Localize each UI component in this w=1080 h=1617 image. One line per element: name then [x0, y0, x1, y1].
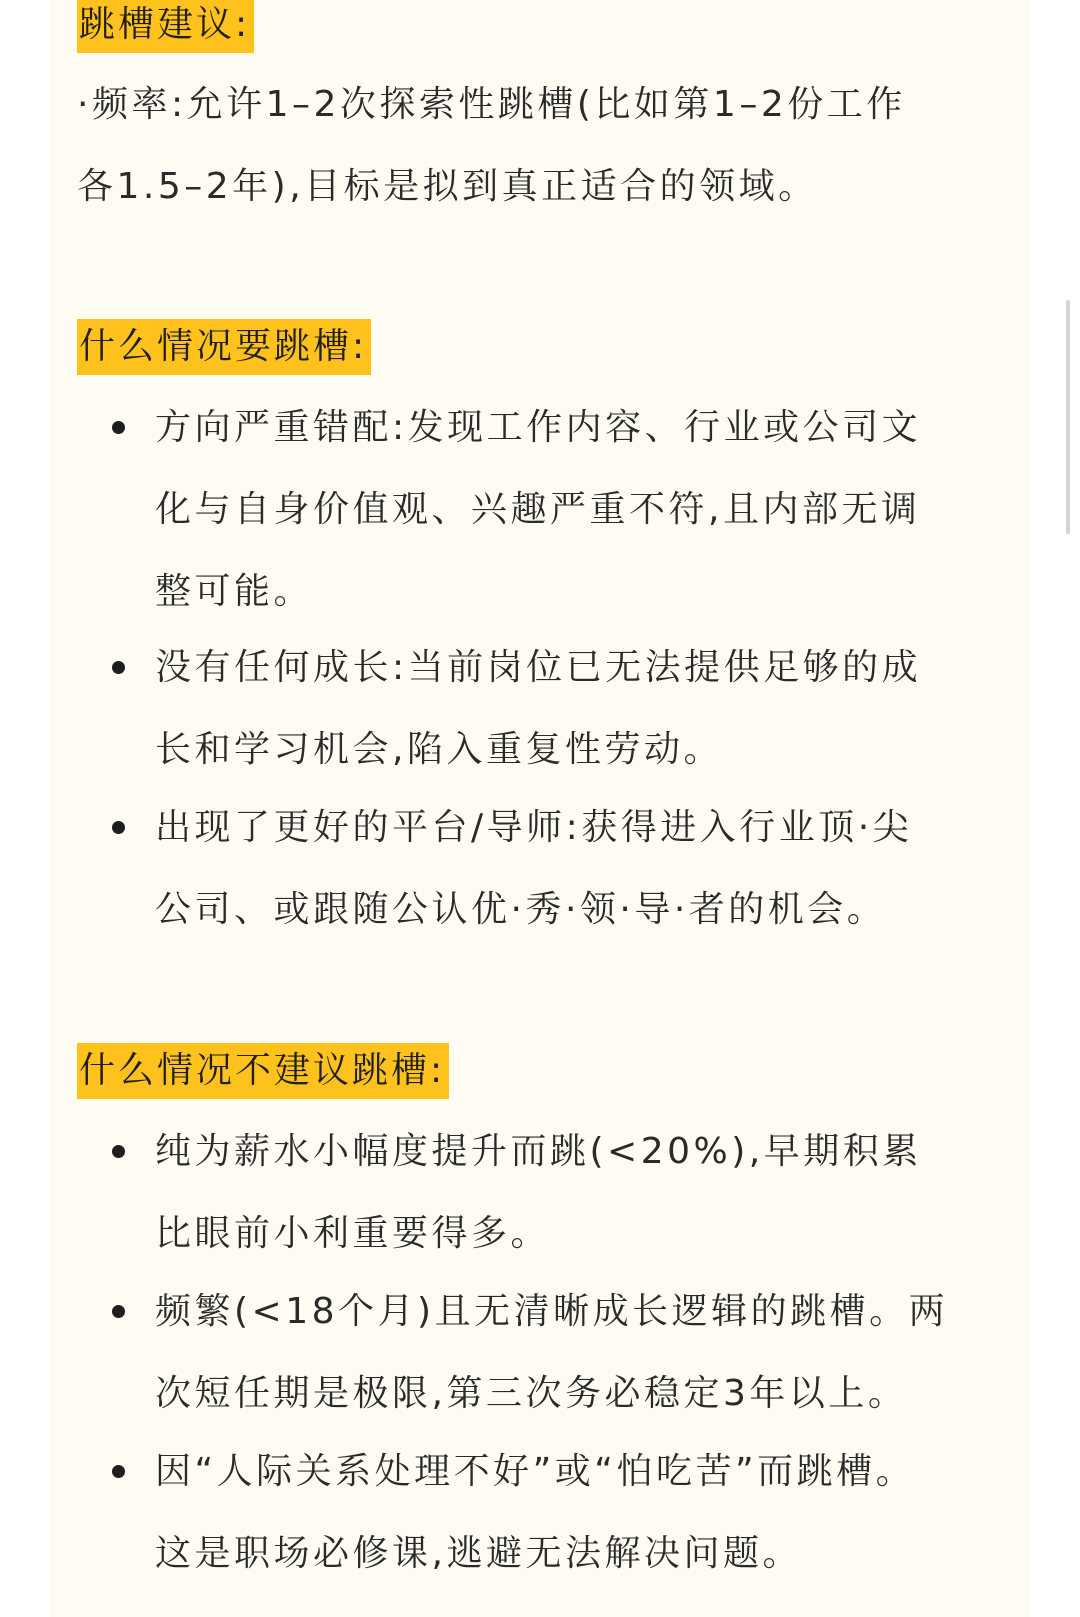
list-item-line: 公司、或跟随公认优·秀·领·导·者的机会。	[155, 889, 887, 930]
bullet-dot	[112, 661, 125, 674]
list-item-text	[155, 787, 912, 951]
list-item-line: 没有任何成长:当前岗位已无法提供足够的成	[155, 647, 922, 688]
list-item-text	[155, 387, 921, 633]
list-item-line: 整可能。	[155, 571, 314, 612]
list-item-text	[155, 1431, 915, 1595]
list-item-text	[155, 1271, 948, 1435]
advice-line-2: 各1.5–2年),目标是拟到真正适合的领域。	[77, 166, 818, 207]
list-item-line: 化与自身价值观、兴趣严重不符,且内部无调	[155, 489, 921, 530]
advice-line-1: ·频率:允许1–2次探索性跳槽(比如第1–2份工作	[77, 84, 906, 125]
section-heading-advice: 跳槽建议:	[77, 0, 254, 53]
bullet-dot	[112, 1145, 125, 1158]
list-item-line: 这是职场必修课,逃避无法解决问题。	[155, 1533, 802, 1574]
list-item-line: 比眼前小利重要得多。	[155, 1213, 551, 1254]
vertical-scrollbar[interactable]	[1066, 300, 1070, 534]
list-item-line: 次短任期是极限,第三次务必稳定3年以上。	[155, 1373, 908, 1414]
bullet-dot	[112, 1305, 125, 1318]
section-heading-when-not-to-switch: 什么情况不建议跳槽:	[77, 1043, 449, 1099]
list-item-line: 频繁(<18个月)且无清晰成长逻辑的跳槽。两	[155, 1291, 949, 1332]
advice-paragraph	[77, 64, 906, 228]
list-item-line: 纯为薪水小幅度提升而跳(<20%),早期积累	[155, 1131, 922, 1172]
bullet-dot	[112, 421, 125, 434]
bullet-dot	[112, 1465, 125, 1478]
list-item-line: 出现了更好的平台/导师:获得进入行业顶·尖	[155, 807, 913, 848]
section-heading-when-to-switch: 什么情况要跳槽:	[77, 319, 371, 375]
list-item-line: 因“人际关系处理不好”或“怕吃苦”而跳槽。	[155, 1451, 916, 1492]
list-item-line: 方向严重错配:发现工作内容、行业或公司文	[155, 407, 922, 448]
list-item-text	[155, 627, 921, 791]
list-item-line: 长和学习机会,陷入重复性劳动。	[155, 729, 723, 770]
bullet-dot	[112, 821, 125, 834]
list-item-text	[155, 1111, 922, 1275]
